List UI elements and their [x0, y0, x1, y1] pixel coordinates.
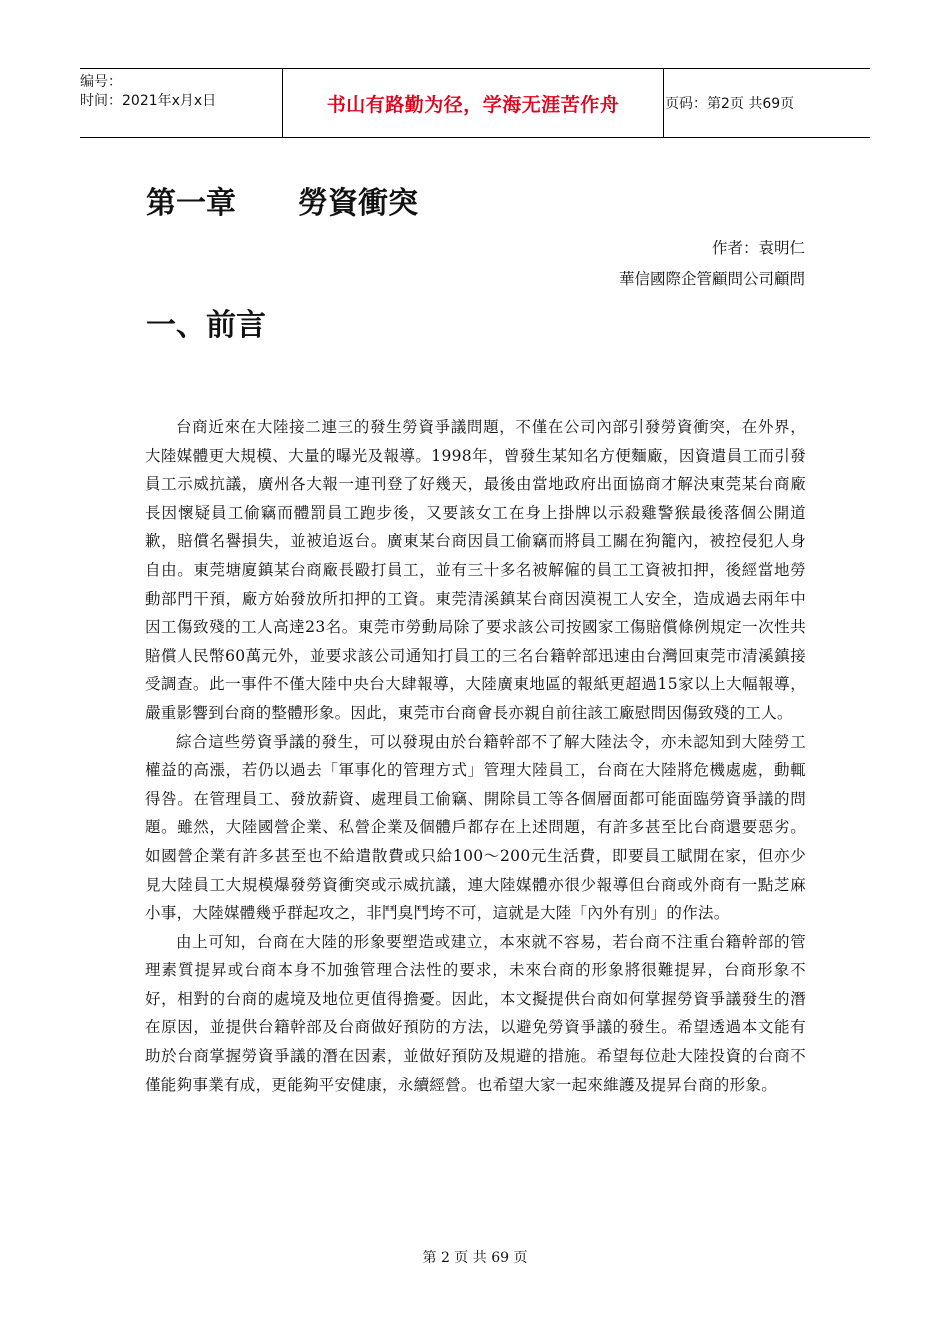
page-footer: 第 2 页 共 69 页 — [422, 1250, 528, 1266]
header-meta — [80, 69, 280, 141]
document-header — [80, 68, 870, 138]
chapter-title: 勞資衝突 — [298, 186, 418, 221]
header-motto-cell — [282, 69, 664, 137]
author-affiliation: 華信國際企管顧問公司顧問 — [618, 270, 805, 288]
document-date-label: 时间：2021年x月x日 — [80, 93, 217, 109]
body-text — [145, 413, 806, 1099]
chapter-heading — [146, 178, 418, 222]
paragraph: 由上可知，台商在大陸的形象要塑造或建立，本來就不容易，若台商不注重台籍幹部的管理素質提昇或台商本身不加強管理合法性的要求，未來台商的形象將很難提昇，台商形象不好，相對的台商的處境及地位更值得擔憂。因此，本文擬提供台商如何掌握勞資爭議發生的潛在原因，並提供台籍幹部及台商做好預防的方法，以避免勞資爭議的發生。希望透過本文能有助於台商掌握勞資爭議的潛在因素，並做好預防及規避的措施。希望每位赴大陸投資的台商不僅能夠事業有成，更能夠平安健康，永續經營。也希望大家一起來維護及提昇台商的形象。 — [145, 932, 806, 1094]
paragraph: 綜合這些勞資爭議的發生，可以發現由於台籍幹部不了解大陸法令，亦未認知到大陸勞工權益的高漲，若仍以過去「軍事化的管理方式」管理大陸員工，台商在大陸將危機處處，動輒得咎。在管理員工、發放薪資、處理員工偷竊、開除員工等各個層面都可能面臨勞資爭議的問題。雖然，大陸國營企業、私營企業及個體戶都存在上述問題，有許多甚至比台商還要惡劣。如國營企業有許多甚至也不給遣散費或只給100～200元生活費，即要員工賦閒在家，但亦少見大陸員工大規模爆發勞資衝突或示威抗議，連大陸媒體亦很少報導但台商或外商有一點芝麻小事，大陸媒體幾乎群起攻之，非鬥臭鬥垮不可，這就是大陸「內外有別」的作法。 — [145, 732, 806, 923]
paragraph: 台商近來在大陸接二連三的發生勞資爭議問題，不僅在公司內部引發勞資衝突，在外界，大陸媒體更大規模、大量的曝光及報導。1998年，曾發生某知名方便麵廠，因資遣員工而引發員工示威抗議，廣州各大報一連刊登了好幾天，最後由當地政府出面協商才解決東莞某台商廠長因懷疑員工偷竊而體罰員工跑步後，又要該女工在身上掛牌以示殺雞警猴最後落個公開道歉，賠償名譽損失，並被追返台。廣東某台商因員工偷竊而將員工關在狗籠內，被控侵犯人身自由。東莞塘廈鎮某台商廠長毆打員工，並有三十多名被解僱的員工工資被扣押，後經當地勞動部門干預，廠方始發放所扣押的工資。東莞清溪鎮某台商因漠視工人安全，造成過去兩年中因工傷致殘的工人高達23名。東莞市勞動局除了要求該公司按國家工傷賠償條例規定一次性共賠償人民幣60萬元外，並要求該公司通知打員工的三名台籍幹部迅速由台灣回東莞市清溪鎮接受調查。此一事件不僅大陸中央台大肆報導，大陸廣東地區的報紙更超過15家以上大幅報導，嚴重影響到台商的整體形象。因此，東莞市台商會長亦親自前往該工廠慰問因傷致殘的工人。 — [145, 418, 806, 722]
header-page-cell — [664, 69, 871, 137]
chapter-number: 第一章 — [146, 186, 236, 221]
author-block — [619, 233, 805, 295]
section-heading: 一、前言 — [146, 308, 266, 343]
header-page-number: 页码：第2页 共69页 — [665, 96, 795, 112]
header-motto: 书山有路勤为径，学海无涯苦作舟 — [326, 93, 620, 116]
author-name: 作者：袁明仁 — [711, 239, 805, 257]
document-number-label: 编号： — [80, 74, 122, 90]
